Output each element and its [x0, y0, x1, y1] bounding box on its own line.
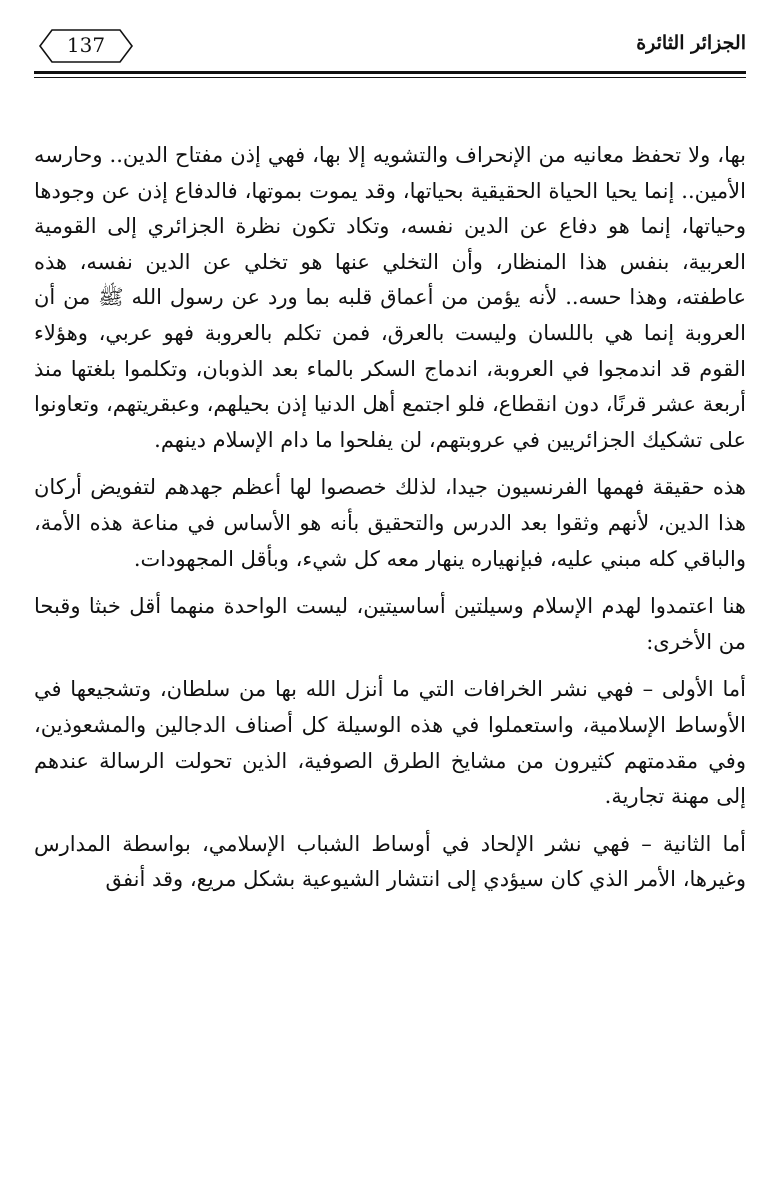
paragraph: بها، ولا تحفظ معانيه من الإنحراف والتشويه إلا بها، فهي إذن مفتاح الدين.. وحارسه الأمين.. إنما يحيا الحياة الحقيقية بحياتها، وقد يموت بموتها، فالدفاع إذن عن وجودها وحياتها، إنما هو دفاع عن الدين نفسه، وتكاد تكون نظرة الجزائري إلى القومية العربية، بنفس هذا المنظار، وأن التخلي عنها هو تخلي عن الدين نفسه، هذه عاطفته، وهذا حسه.. لأنه يؤمن من أعماق قلبه بما ورد عن رسول الله ﷺ من أن العروبة إنما هي باللسان وليست بالعرق، فمن تكلم بالعروبة فهو عربي، وهؤلاء القوم قد اندمجوا في العروبة، اندماج السكر بالماء بعد الذوبان، وتكلموا بلغتها منذ أربعة عشر قرنًا، دون انقطاع، فلو اجتمع أهل الدنيا إذن بحيلهم، وعبقريتهم، وتعاونوا على تشكيك الجزائريين في عروبتهم، لن يفلحوا ما دام الإسلام دينهم.	[34, 143, 746, 452]
paragraph: أما الأولى – فهي نشر الخرافات التي ما أنزل الله بها من سلطان، وتشجيعها في الأوساط الإسلامية، واستعملوا في هذه الوسيلة كل أصناف الدجالين والمشعوذين، وفي مقدمتهم كثيرون من مشايخ الطرق الصوفية، الذين تحولت الرسالة عندهم إلى مهنة تجارية.	[34, 677, 746, 809]
header-rule-thin	[34, 77, 746, 78]
page-number: 137	[66, 33, 106, 57]
page-number-badge	[38, 28, 134, 64]
header-rule-thick	[34, 71, 746, 74]
page-body	[34, 138, 746, 898]
page-header	[34, 28, 746, 68]
running-title: الجزائر الثائرة	[636, 32, 746, 54]
paragraph: أما الثانية – فهي نشر الإلحاد في أوساط الشباب الإسلامي، بواسطة المدارس وغيرها، الأمر الذي كان سيؤدي إلى انتشار الشيوعية بشكل مريع، وقد أنفق	[34, 831, 746, 892]
paragraph: هذه حقيقة فهمها الفرنسيون جيدا، لذلك خصصوا لها أعظم جهدهم لتفويض أركان هذا الدين، لأنهم وثقوا بعد الدرس والتحقيق بأنه هو الأساس في مناعة هذه الأمة، والباقي كله مبني عليه، فبإنهياره ينهار معه كل شيء، وبأقل المجهودات.	[34, 475, 746, 571]
paragraph: هنا اعتمدوا لهدم الإسلام وسيلتين أساسيتين، ليست الواحدة منهما أقل خبثا وقبحا من الأخرى:	[34, 594, 746, 654]
